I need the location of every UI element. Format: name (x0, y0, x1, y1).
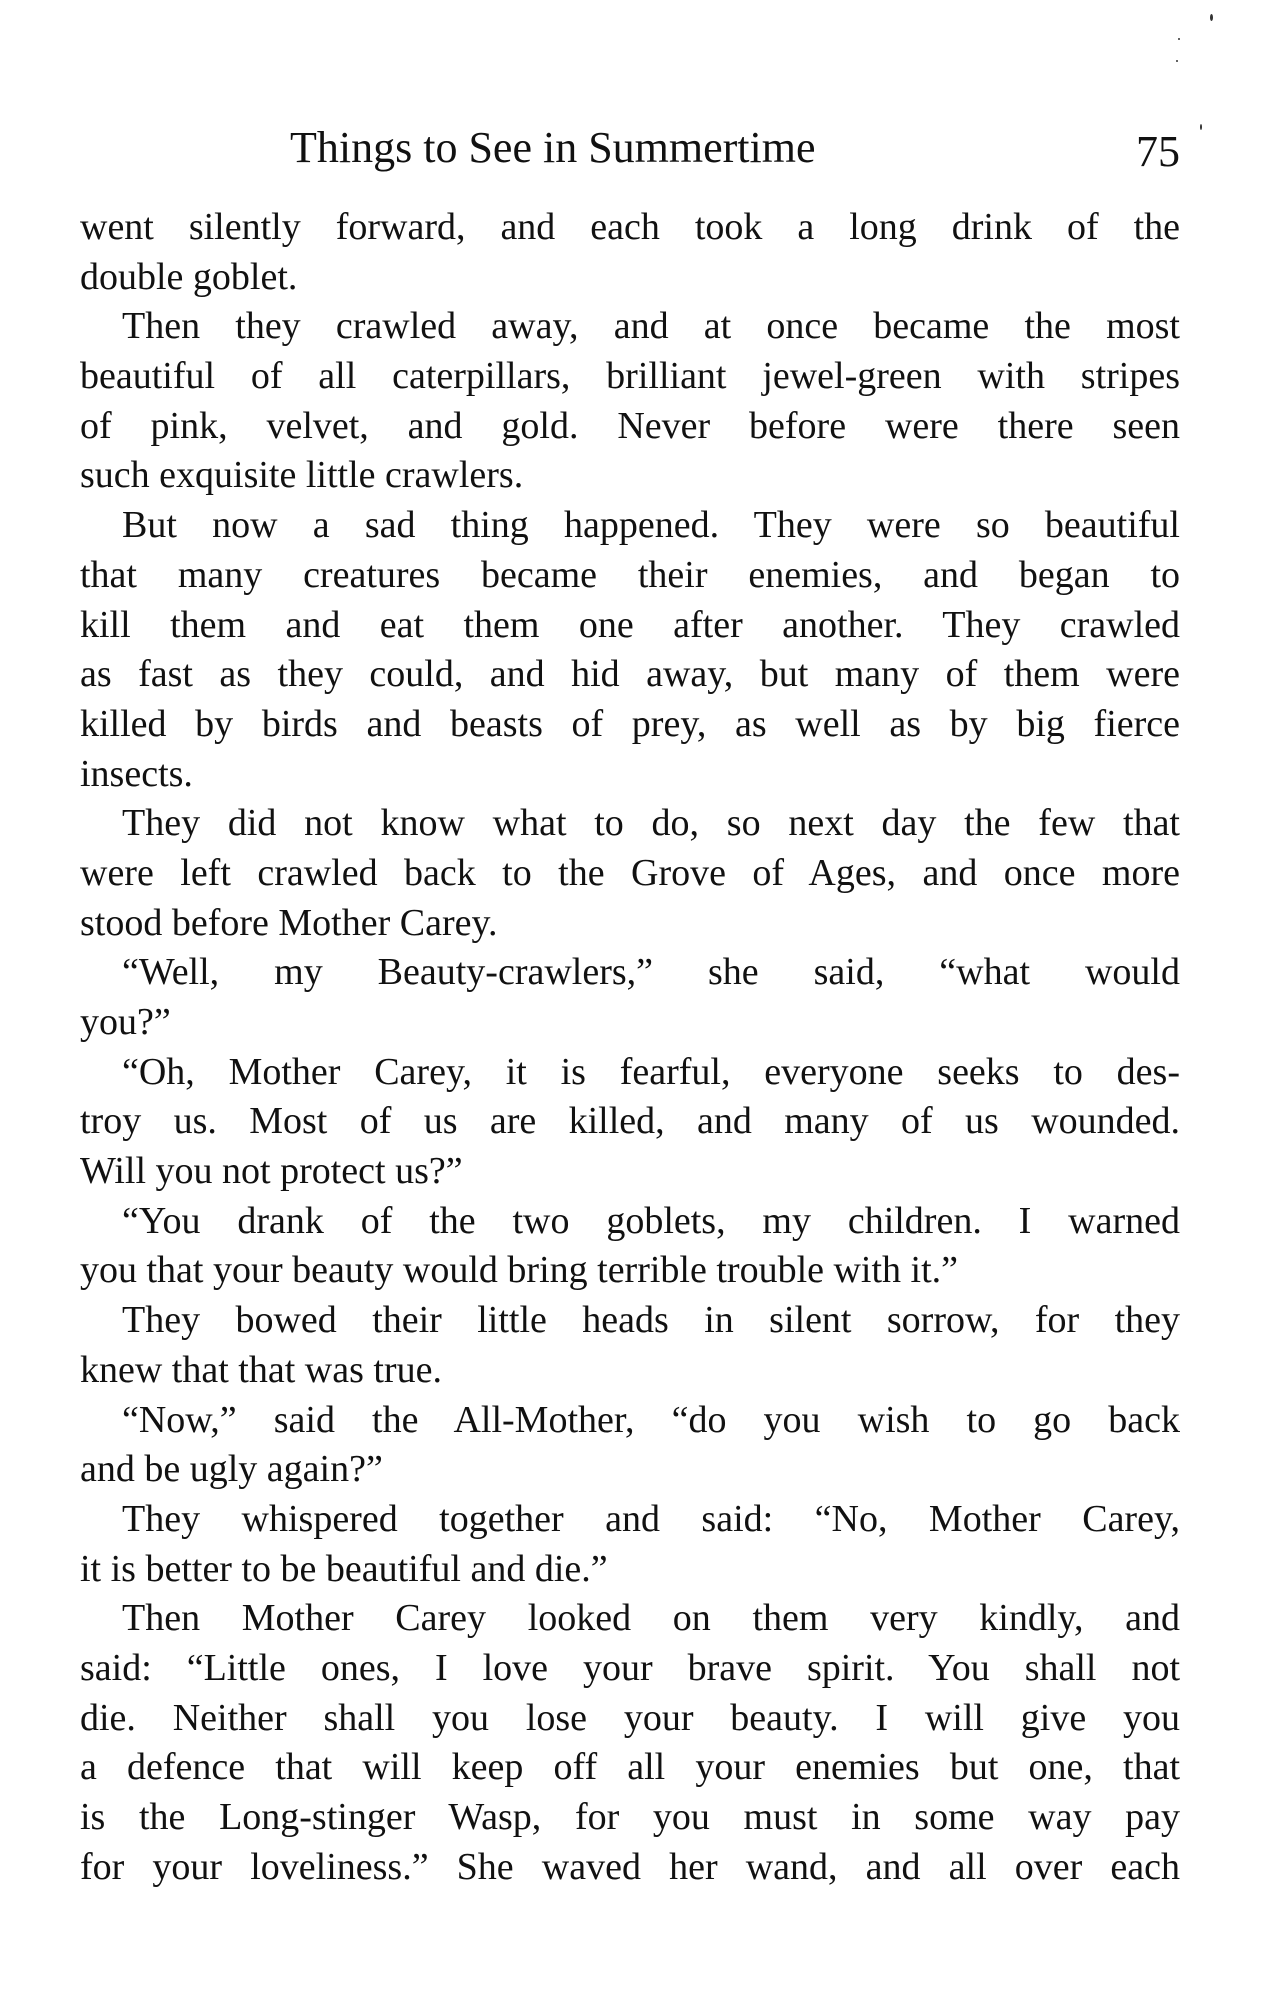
text-line: you?” (80, 1001, 171, 1043)
text-line: troy us. Most of us are killed, and many of us wounded. (80, 1100, 1180, 1143)
text-line: die. Neither shall you lose your beauty. I will give you (80, 1696, 1180, 1739)
text-line: They whispered together and said: “No, Mother Carey, (122, 1497, 1180, 1540)
text-line: kill them and eat them one after another. They crawled (80, 603, 1180, 646)
text-line: They bowed their little heads in silent sorrow, for they (122, 1299, 1180, 1342)
text-line: killed by birds and beasts of prey, as well as by big fierce (80, 702, 1180, 745)
running-head-title: Things to See in Summertime (290, 123, 816, 172)
scan-speck (1210, 14, 1213, 21)
text-line: is the Long-stinger Wasp, for you must in some way pay (80, 1796, 1180, 1838)
text-line: “Now,” said the All-Mother, “do you wish to go back (122, 1398, 1180, 1441)
text-body (80, 203, 1180, 1892)
text-line: “Oh, Mother Carey, it is fearful, everyone seeks to des- (122, 1050, 1180, 1093)
text-line: They did not know what to do, so next day the few that (122, 802, 1180, 845)
text-line: “You drank of the two goblets, my children. I warned (122, 1199, 1180, 1242)
text-line: “Well, my Beauty-crawlers,” she said, “what would (122, 951, 1180, 994)
text-line: that many creatures became their enemies, and began to (80, 553, 1180, 596)
text-line: insects. (80, 752, 193, 795)
scan-speck (1200, 124, 1202, 130)
page-number: 75 (1136, 127, 1180, 176)
text-line: as fast as they could, and hid away, but many of them were (80, 653, 1180, 696)
text-line: for your loveliness.” She waved her wand, and all over each (80, 1845, 1180, 1888)
text-line: of pink, velvet, and gold. Never before were there seen (80, 404, 1180, 447)
text-line: double goblet. (80, 255, 298, 298)
text-line: Then they crawled away, and at once became the most (122, 305, 1180, 348)
text-line: beautiful of all caterpillars, brilliant jewel-green with stripes (80, 355, 1180, 398)
text-line: stood before Mother Carey. (80, 901, 498, 944)
text-line: Will you not protect us?” (80, 1150, 463, 1193)
text-line: But now a sad thing happened. They were so beautiful (122, 504, 1180, 547)
text-line: and be ugly again?” (80, 1448, 383, 1491)
text-line: such exquisite little crawlers. (80, 454, 524, 497)
text-line: said: “Little ones, I love your brave spirit. You shall not (80, 1646, 1180, 1689)
text-line: knew that that was true. (80, 1348, 442, 1391)
text-line: you that your beauty would bring terrible trouble with it.” (80, 1249, 959, 1292)
text-line: Then Mother Carey looked on them very kindly, and (122, 1597, 1180, 1640)
scan-speck (1176, 60, 1178, 62)
text-line: went silently forward, and each took a long drink of the (80, 206, 1180, 248)
text-line: a defence that will keep off all your enemies but one, that (80, 1746, 1180, 1789)
scan-speck (1178, 38, 1180, 40)
text-line: it is better to be beautiful and die.” (80, 1547, 608, 1590)
text-line: were left crawled back to the Grove of Ages, and once more (80, 851, 1180, 894)
running-head (80, 118, 1180, 178)
